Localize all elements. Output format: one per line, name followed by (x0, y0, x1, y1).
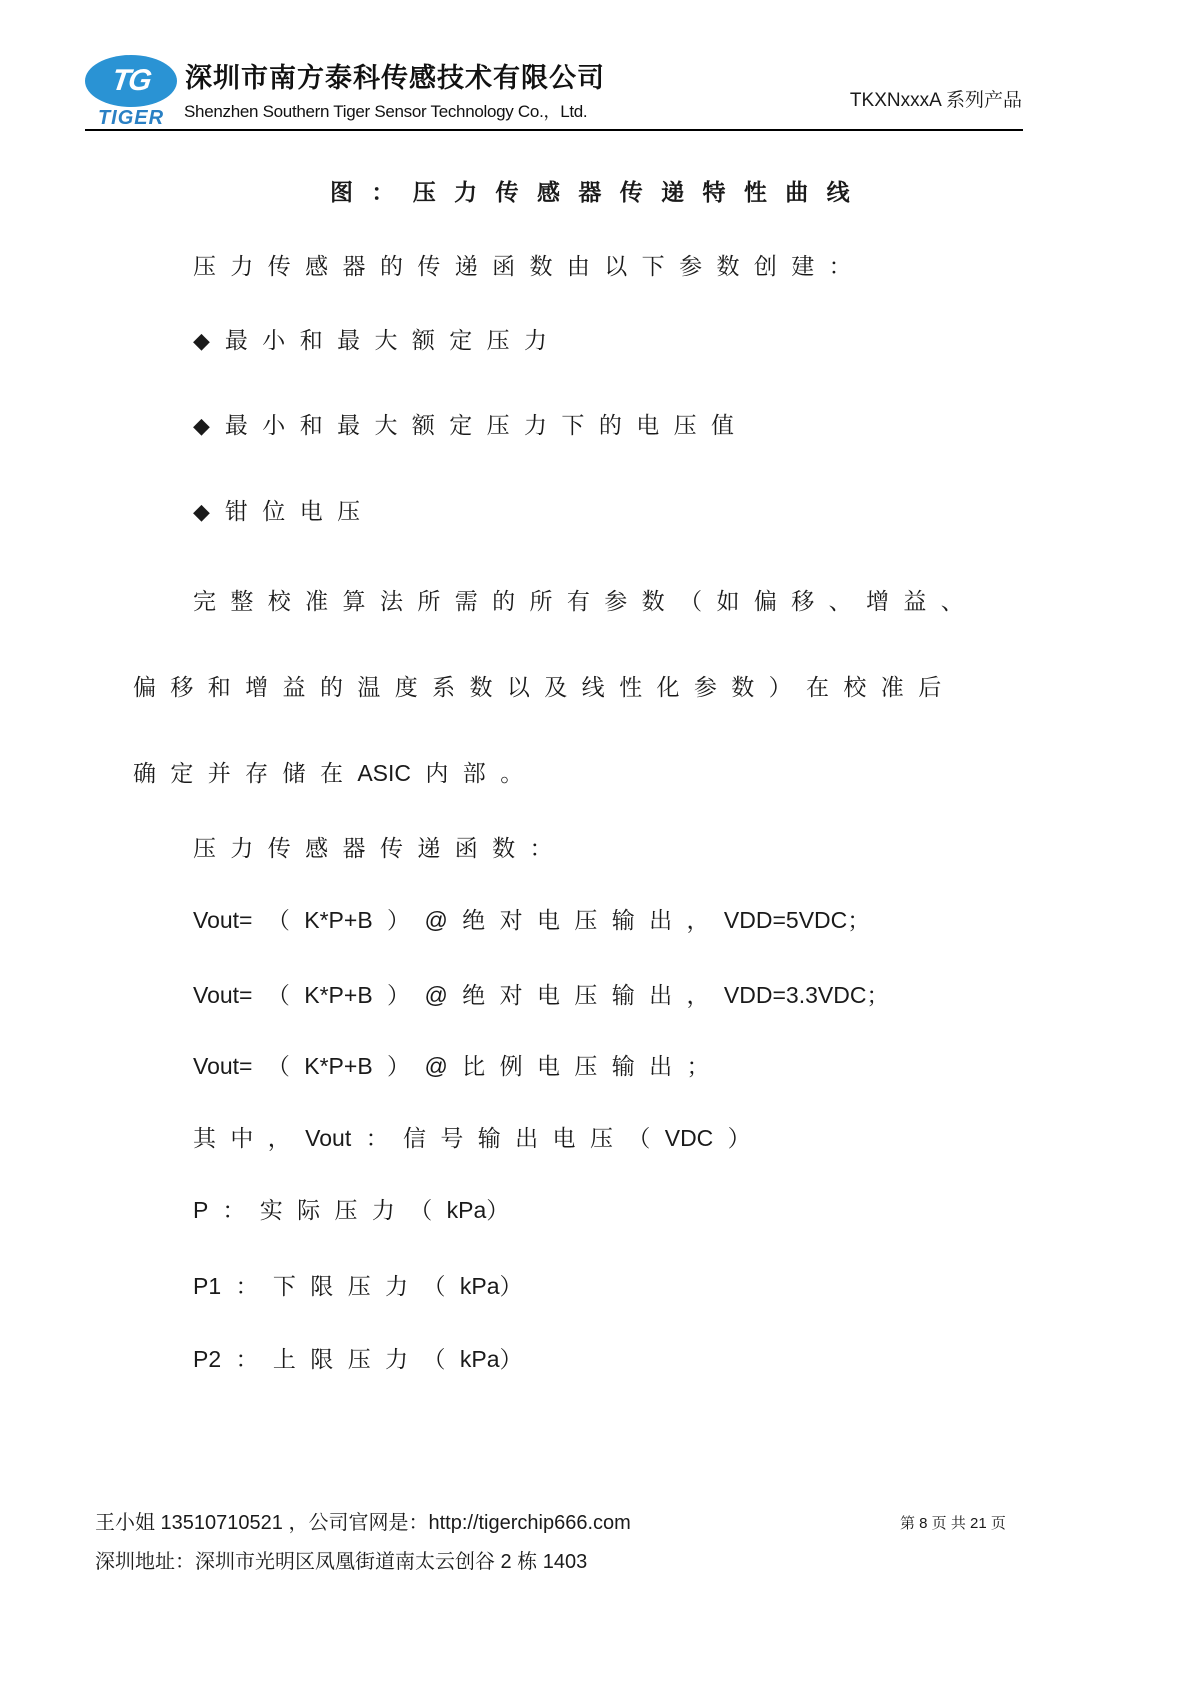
company-name-en: Shenzhen Southern Tiger Sensor Technology Co.，Ltd. (184, 102, 588, 121)
bullet-item (193, 411, 734, 440)
footer-address: 深圳地址：深圳市光明区凤凰街道南太云创谷 2 栋 1403 (95, 1551, 588, 1573)
definition-vout: 其 中 ， Vout ： 信 号 输 出 电 压 （ VDC ） (193, 1125, 751, 1151)
diamond-bullet-icon: ◆ (193, 499, 210, 524)
diamond-bullet-icon: ◆ (193, 413, 210, 438)
calibration-line-2: 偏 移 和 增 益 的 温 度 系 数 以 及 线 性 化 参 数 ） 在 校 准 后 (133, 674, 942, 700)
intro-line: 压 力 传 感 器 的 传 递 函 数 由 以 下 参 数 创 建 ： (193, 253, 852, 279)
logo-monogram: TG (109, 64, 153, 97)
company-logo-icon (85, 55, 177, 107)
bullet-text: 钳 位 电 压 (224, 498, 361, 524)
formula-line-2: Vout= （ K*P+B ） @ 绝 对 电 压 输 出 ， VDD=3.3VDC； (193, 982, 890, 1008)
bullet-text: 最 小 和 最 大 额 定 压 力 (224, 327, 548, 353)
formula-line-1: Vout= （ K*P+B ） @ 绝 对 电 压 输 出 ， VDD=5VDC； (193, 907, 871, 933)
bullet-text: 最 小 和 最 大 额 定 压 力 下 的 电 压 值 (224, 412, 734, 438)
definition-p2: P2 ： 上 限 压 力 （ kPa） (193, 1346, 523, 1372)
formula-line-3: Vout= （ K*P+B ） @ 比 例 电 压 输 出 ； (193, 1053, 710, 1079)
header-divider (85, 129, 1023, 131)
diamond-bullet-icon: ◆ (193, 328, 210, 353)
bullet-item (193, 326, 547, 355)
calibration-line-1: 完 整 校 准 算 法 所 需 的 所 有 参 数 （ 如 偏 移 、 增 益 、 (193, 588, 964, 614)
definition-p1: P1 ： 下 限 压 力 （ kPa） (193, 1273, 523, 1299)
footer-contact: 王小姐 13510710521 ，公司官网是：http://tigerchip666.com (95, 1512, 631, 1534)
definition-p: P ： 实 际 压 力 （ kPa） (193, 1197, 510, 1223)
bullet-item (193, 497, 360, 526)
company-name-cn: 深圳市南方泰科传感技术有限公司 (185, 63, 605, 93)
calibration-line-3: 确 定 并 存 储 在 ASIC 内 部 。 (133, 760, 524, 786)
product-series-label: TKXNxxxA 系列产品 (849, 90, 1022, 111)
figure-title: 图 ： 压 力 传 感 器 传 递 特 性 曲 线 (330, 179, 850, 205)
page-number: 第 8 页 共 21 页 (900, 1515, 1006, 1532)
logo-word: TIGER (97, 107, 165, 129)
transfer-function-heading: 压 力 传 感 器 传 递 函 数 ： (193, 835, 553, 861)
